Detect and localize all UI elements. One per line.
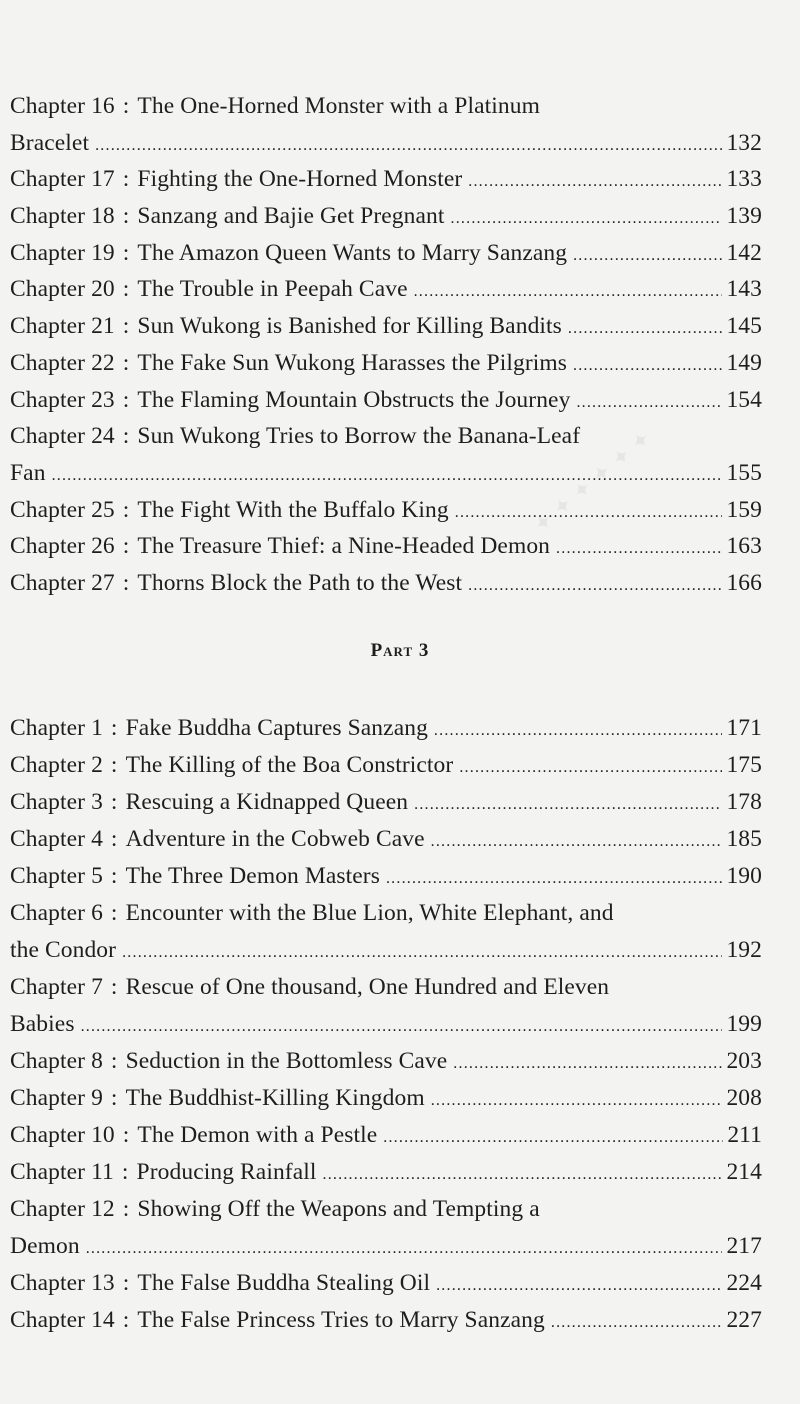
page-number: 227 [726, 1307, 762, 1333]
chapter-number: Chapter 23 [10, 386, 115, 413]
separator: : [122, 1122, 130, 1148]
separator: : [110, 974, 118, 1000]
chapter-number: Chapter 2 [10, 752, 103, 778]
separator: : [122, 276, 130, 303]
dot-leader [414, 786, 722, 823]
separator: : [121, 1159, 129, 1185]
separator: : [122, 1196, 130, 1222]
chapter-number: Chapter 20 [10, 276, 115, 303]
chapter-number: Chapter 21 [10, 313, 115, 340]
dot-leader [468, 568, 722, 605]
chapter-title: Showing Off the Weapons and Tempting a [137, 1196, 540, 1222]
chapter-title: Rescue of One thousand, One Hundred and Eleven [125, 974, 610, 1000]
chapter-number: Chapter 19 [10, 239, 115, 266]
separator: : [122, 313, 130, 340]
chapter-number: Chapter 17 [10, 166, 115, 193]
dot-leader [573, 238, 722, 275]
chapter-title: The Buddhist-Killing Kingdom [125, 1085, 425, 1111]
page-number: 211 [727, 1122, 762, 1148]
page-number: 133 [726, 166, 762, 193]
chapter-title: The Three Demon Masters [125, 863, 380, 889]
page-number: 139 [726, 203, 762, 230]
separator: : [122, 1270, 130, 1296]
separator: : [110, 1085, 118, 1111]
separator: : [110, 826, 118, 852]
separator: : [110, 752, 118, 778]
chapter-number: Chapter 9 [10, 1085, 103, 1111]
chapter-title: The False Buddha Stealing Oil [137, 1270, 431, 1296]
page-number: 175 [726, 752, 762, 778]
chapter-number: Chapter 6 [10, 900, 103, 926]
toc-entry[interactable] [10, 1043, 762, 1080]
chapter-title: Sun Wukong Tries to Borrow the Banana-Leaf [137, 423, 581, 450]
chapter-title: The Demon with a Pestle [137, 1122, 378, 1148]
chapter-number: Chapter 10 [10, 1122, 115, 1148]
toc-top [10, 88, 762, 602]
dot-leader [568, 311, 723, 348]
dot-leader [434, 712, 723, 749]
dot-leader [459, 749, 722, 786]
chapter-number: Chapter 13 [10, 1270, 115, 1296]
chapter-number: Chapter 27 [10, 569, 115, 596]
chapter-number: Chapter 11 [10, 1159, 114, 1185]
page-number: 159 [726, 496, 762, 523]
chapter-title: Rescuing a Kidnapped Queen [125, 789, 409, 815]
separator: : [122, 93, 130, 119]
chapter-title: The Treasure Thief: a Nine-Headed Demon [137, 533, 551, 560]
chapter-number: Chapter 16 [10, 93, 115, 119]
dot-leader [323, 1156, 723, 1193]
part-heading: Part 3 [370, 640, 430, 661]
toc-entry[interactable] [10, 418, 762, 455]
toc-entry-continuation[interactable] [10, 455, 762, 492]
toc-entry[interactable] [10, 1191, 762, 1228]
toc-entry[interactable] [10, 88, 762, 125]
separator: : [122, 1307, 130, 1333]
toc-entry[interactable] [10, 858, 762, 895]
dot-leader [436, 1267, 722, 1304]
chapter-title-continued: Babies [10, 1011, 75, 1037]
page-number: 203 [726, 1048, 762, 1074]
toc-entry[interactable] [10, 821, 762, 858]
page-number: 217 [726, 1233, 762, 1259]
dot-leader [573, 348, 722, 385]
chapter-title: Sun Wukong is Banished for Killing Bandits [137, 313, 562, 340]
toc-entry[interactable] [10, 969, 762, 1006]
separator: : [122, 349, 130, 376]
toc-entry[interactable] [10, 235, 762, 272]
dot-leader [81, 1008, 723, 1045]
page-number: 178 [726, 789, 762, 815]
page-number: 190 [726, 863, 762, 889]
toc-bottom [10, 710, 762, 1339]
dot-leader [383, 1119, 723, 1156]
separator: : [110, 789, 118, 815]
toc-entry[interactable] [10, 492, 762, 529]
dot-leader [95, 128, 722, 165]
page-number: 163 [726, 533, 762, 560]
dot-leader [414, 274, 723, 311]
dot-leader [431, 1082, 723, 1119]
chapter-title-continued: Bracelet [10, 129, 90, 156]
toc-entry[interactable] [10, 895, 762, 932]
chapter-title: Producing Rainfall [136, 1159, 317, 1185]
toc-entry-continuation[interactable] [10, 932, 762, 969]
dot-leader [451, 201, 723, 238]
toc-entry-continuation[interactable] [10, 1228, 762, 1265]
separator: : [122, 423, 130, 450]
toc-entry[interactable] [10, 565, 762, 602]
chapter-number: Chapter 14 [10, 1307, 115, 1333]
dot-leader [86, 1230, 723, 1267]
toc-entry[interactable] [10, 1265, 762, 1302]
page-number: 149 [726, 349, 762, 376]
toc-entry-continuation[interactable] [10, 125, 762, 162]
chapter-title: Fighting the One-Horned Monster [137, 166, 463, 193]
page-number: 199 [726, 1011, 762, 1037]
separator: : [122, 203, 130, 230]
toc-entry[interactable] [10, 1302, 762, 1339]
toc-entry[interactable] [10, 1117, 762, 1154]
chapter-title-continued: Demon [10, 1233, 80, 1259]
chapter-title: The Flaming Mountain Obstructs the Journey [137, 386, 571, 413]
chapter-number: Chapter 18 [10, 203, 115, 230]
dot-leader [576, 385, 722, 422]
chapter-title: The False Princess Tries to Marry Sanzang [137, 1307, 545, 1333]
chapter-title: The Fake Sun Wukong Harasses the Pilgrims [137, 349, 567, 376]
chapter-title: The Amazon Queen Wants to Marry Sanzang [137, 239, 568, 266]
toc-entry[interactable] [10, 308, 762, 345]
page-number: 132 [726, 129, 762, 156]
page-number: 155 [726, 459, 762, 486]
toc-entry[interactable] [10, 161, 762, 198]
chapter-title: The Killing of the Boa Constrictor [125, 752, 454, 778]
chapter-number: Chapter 7 [10, 974, 103, 1000]
dot-leader [386, 860, 722, 897]
toc-entry[interactable] [10, 1080, 762, 1117]
chapter-title: Seduction in the Bottomless Cave [125, 1048, 448, 1074]
chapter-number: Chapter 26 [10, 533, 115, 560]
separator: : [110, 863, 118, 889]
dot-leader [455, 495, 723, 532]
toc-entry[interactable] [10, 198, 762, 235]
separator: : [122, 239, 130, 266]
toc-entry[interactable] [10, 382, 762, 419]
chapter-title: Fake Buddha Captures Sanzang [125, 715, 428, 741]
separator: : [122, 166, 130, 193]
separator: : [122, 386, 130, 413]
chapter-title: The One-Horned Monster with a Platinum [137, 93, 540, 119]
separator: : [110, 900, 118, 926]
page-number: 208 [726, 1085, 762, 1111]
toc-entry[interactable] [10, 271, 762, 308]
toc-entry[interactable] [10, 528, 762, 565]
page-number: 143 [726, 276, 762, 303]
dot-leader [551, 1304, 723, 1341]
toc-entry[interactable] [10, 345, 762, 382]
chapter-title-continued: Fan [10, 459, 46, 486]
page-number: 192 [726, 937, 762, 963]
chapter-number: Chapter 1 [10, 715, 103, 741]
chapter-title: Adventure in the Cobweb Cave [125, 826, 425, 852]
toc-entry[interactable] [10, 784, 762, 821]
chapter-number: Chapter 25 [10, 496, 115, 523]
chapter-number: Chapter 8 [10, 1048, 103, 1074]
page-number: 145 [726, 313, 762, 340]
dot-leader [122, 934, 722, 971]
chapter-title: Encounter with the Blue Lion, White Elephant, and [125, 900, 614, 926]
dot-leader [52, 458, 723, 495]
dot-leader [468, 164, 722, 201]
page-number: 171 [726, 715, 762, 741]
toc-entry[interactable] [10, 747, 762, 784]
chapter-title-continued: the Condor [10, 937, 117, 963]
page-number: 166 [726, 569, 762, 596]
chapter-title: Sanzang and Bajie Get Pregnant [137, 203, 445, 230]
chapter-title: The Fight With the Buffalo King [137, 496, 449, 523]
page-number: 154 [726, 386, 762, 413]
chapter-number: Chapter 5 [10, 863, 103, 889]
chapter-number: Chapter 3 [10, 789, 103, 815]
page-number: 185 [726, 826, 762, 852]
dot-leader [556, 531, 722, 568]
dot-leader [431, 823, 723, 860]
toc-entry-continuation[interactable] [10, 1006, 762, 1043]
toc-entry[interactable] [10, 1154, 762, 1191]
chapter-number: Chapter 22 [10, 349, 115, 376]
chapter-title: Thorns Block the Path to the West [137, 569, 463, 596]
chapter-number: Chapter 24 [10, 423, 115, 450]
separator: : [122, 569, 130, 596]
chapter-title: The Trouble in Peepah Cave [137, 276, 408, 303]
toc-entry[interactable] [10, 710, 762, 747]
separator: : [122, 496, 130, 523]
separator: : [122, 533, 130, 560]
chapter-number: Chapter 4 [10, 826, 103, 852]
separator: : [110, 715, 118, 741]
chapter-number: Chapter 12 [10, 1196, 115, 1222]
page-number: 214 [726, 1159, 762, 1185]
dot-leader [453, 1045, 722, 1082]
separator: : [110, 1048, 118, 1074]
page-number: 224 [726, 1270, 762, 1296]
watermark: ✦ ✦ ✦ ✦ ✦ ✦ [528, 426, 657, 539]
page-number: 142 [726, 239, 762, 266]
